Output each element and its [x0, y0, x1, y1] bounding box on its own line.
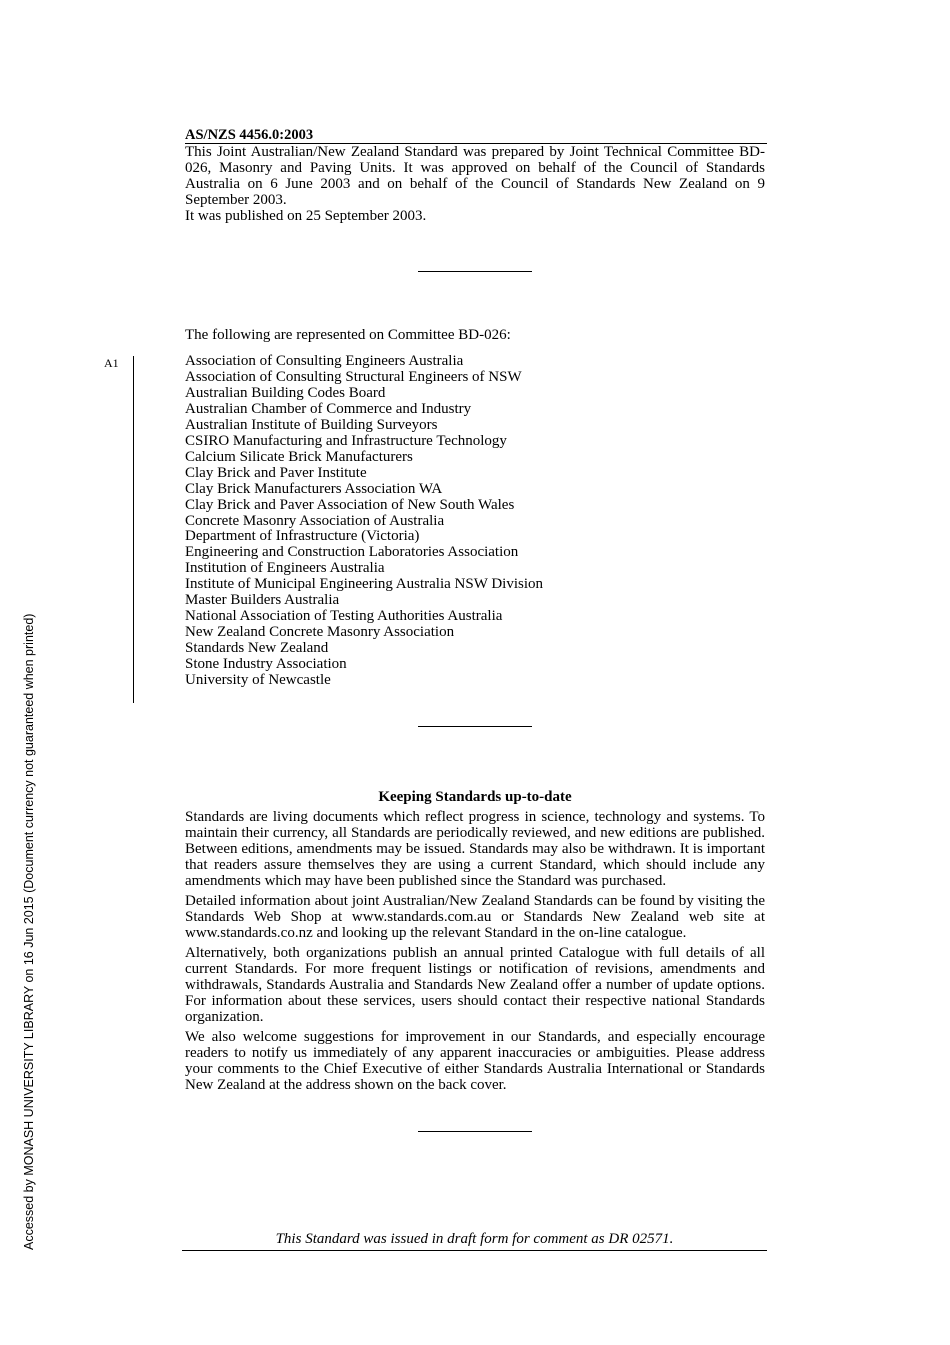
body-paragraph: Alternatively, both organizations publish an annual printed Catalogue with full details of all current Standards. For more frequent listings or notification of revisions, amendments and withdrawals, Standards Australia and Standards New Zealand offer a number of update options. For information about these services, users should contact their respective national Standards organization. [185, 945, 765, 1026]
amendment-bar [133, 356, 134, 703]
keeping-up-to-date-title: Keeping Standards up-to-date [378, 789, 572, 806]
list-item: Association of Consulting Engineers Australia [185, 353, 464, 369]
list-item: Engineering and Construction Laboratories Association [185, 544, 519, 561]
committee-heading: The following are represented on Committee BD-026: [185, 327, 511, 343]
list-item: National Association of Testing Authorities Australia [185, 608, 503, 625]
list-item: Institute of Municipal Engineering Australia NSW Division [185, 576, 544, 593]
list-item: Master Builders Australia [185, 592, 340, 609]
access-watermark: Accessed by MONASH UNIVERSITY LIBRARY on 16 Jun 2015 (Document currency not guaranteed when printed) [22, 613, 36, 1250]
body-paragraph: Detailed information about joint Australian/New Zealand Standards can be found by visiting the Standards Web Shop at www.standards.com.au or Standards New Zealand web site at www.standards.co.nz and looking up the relevant Standard in the on-line catalogue. [185, 893, 765, 942]
page-content [185, 127, 765, 1132]
amendment-tag: A1 [104, 356, 119, 370]
list-item: New Zealand Concrete Masonry Association [185, 624, 455, 641]
document-id: AS/NZS 4456.0:2003 [185, 127, 314, 143]
draft-note: This Standard was issued in draft form for comment as DR 02571. [182, 1231, 767, 1251]
list-item: Stone Industry Association [185, 656, 347, 673]
list-item: Australian Institute of Building Surveyors [185, 416, 438, 433]
list-item: Calcium Silicate Brick Manufacturers [185, 448, 413, 465]
list-item: Institution of Engineers Australia [185, 560, 385, 577]
body-paragraph: Standards are living documents which reflect progress in science, technology and systems. To maintain their currency, all Standards are periodically reviewed, and new editions are published. Between editions, amendments may be issued. Standards may also be withdrawn. It is important that readers assure themselves they are using a current Standard, which should include any amendments which may have been published since the Standard was purchased. [185, 809, 765, 890]
published-date: It was published on 25 September 2003. [185, 208, 427, 224]
list-item: Clay Brick and Paver Institute [185, 464, 367, 481]
list-item: CSIRO Manufacturing and Infrastructure Technology [185, 432, 507, 449]
section-divider [418, 271, 532, 272]
list-item: Department of Infrastructure (Victoria) [185, 528, 420, 545]
list-item: Clay Brick Manufacturers Association WA [185, 480, 443, 497]
list-item: Association of Consulting Structural Engineers of NSW [185, 368, 522, 385]
section-divider [418, 1131, 532, 1132]
list-item: Concrete Masonry Association of Australia [185, 512, 445, 529]
committee-members [185, 354, 765, 689]
section-divider [418, 726, 532, 727]
list-item: Clay Brick and Paver Association of New South Wales [185, 496, 515, 513]
body-paragraph: We also welcome suggestions for improvement in our Standards, and especially encourage readers to notify us immediately of any apparent inaccuracies or ambiguities. Please address your comments to the Chief Executive of either Standards Australia International or Standards New Zealand at the address shown on the back cover. [185, 1029, 765, 1094]
list-item: Standards New Zealand [185, 640, 329, 657]
list-item: Australian Building Codes Board [185, 384, 386, 401]
list-item: Australian Chamber of Commerce and Industry [185, 400, 472, 417]
intro-paragraph: This Joint Australian/New Zealand Standard was prepared by Joint Technical Committee BD-026, Masonry and Paving Units. It was approved on behalf of the Council of Standards Australia on 6 June 2003 and on behalf of the Council of Standards New Zealand on 9 September 2003. [185, 144, 765, 208]
members-list [185, 354, 765, 689]
list-item: University of Newcastle [185, 672, 331, 689]
